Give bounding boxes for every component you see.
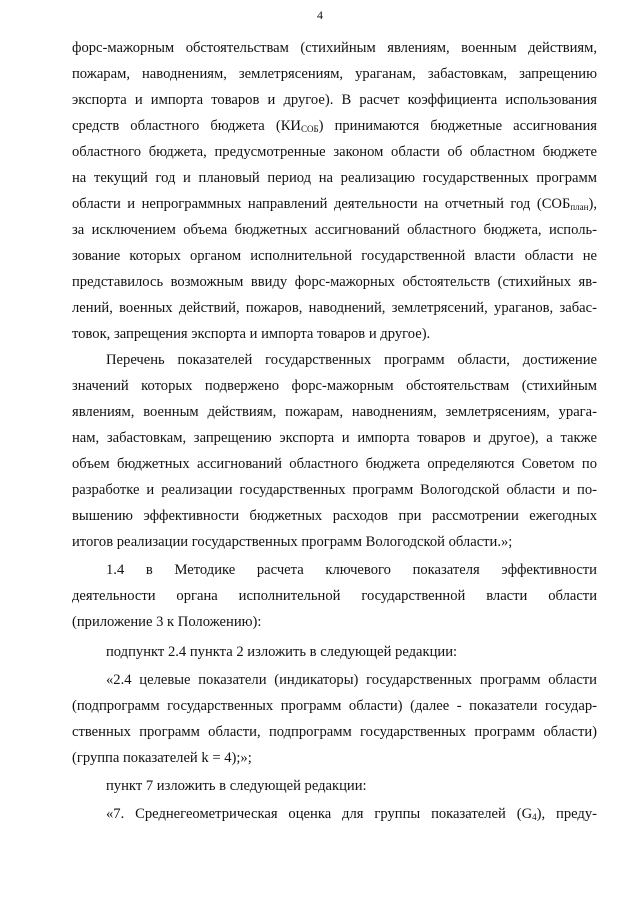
text-line: форс-мажорным обстоятельствам (стихийным явлениям, военным действиям, [72,40,597,56]
text-fragment: области и непрограммных направлений деятельности на отчетный год (СОБ [72,196,571,212]
paragraph-first-line: Перечень показателей государственных программ области, достижение [106,352,597,368]
text-line: деятельности органа исполнительной государственной власти области [72,588,597,604]
text-fragment: ), преду- [536,806,597,822]
text-line: итогов реализации государственных программ Вологодской области.»; [72,534,513,550]
text-line: объем бюджетных ассигнований областного бюджета определяются Советом по [72,456,597,472]
subscript: СОБ [300,124,319,134]
text-line: лений, военных действий, пожаров, наводнений, землетрясений, ураганов, забас- [72,300,597,316]
text-line-with-subscript [72,116,597,136]
text-line: экспорта и импорта товаров и другое). В расчет коэффициента использования [72,92,597,108]
text-line: (приложение 3 к Положению): [72,614,262,630]
text-line: зование которых органом исполнительной государственной власти области не [72,248,597,264]
subscript: 4 [532,812,537,822]
text-line: пожарам, наводнениям, землетрясениям, ураганам, забастовкам, запрещению [72,66,597,82]
text-line: товок, запрещения экспорта и импорта товаров и другое). [72,326,431,342]
text-line: за исключением объема бюджетных ассигнований областного бюджета, исполь- [72,222,597,238]
text-line: вышению эффективности бюджетных расходов при рассмотрении ежегодных [72,508,597,524]
text-line: ственных программ области, подпрограмм государственных программ области) [72,724,597,740]
text-line: значений которых подвержено форс-мажорным обстоятельствам (стихийным [72,378,597,394]
subscript: план [570,202,589,212]
text-line: нам, забастовкам, запрещению экспорта и импорта товаров и другое), а также [72,430,597,446]
text-fragment: ) принимаются бюджетные ассигнования [318,118,597,134]
paragraph-line: пункт 7 изложить в следующей редакции: [106,778,367,794]
text-line: представилось возможным ввиду форс-мажорных обстоятельств (стихийных яв- [72,274,597,290]
paragraph-first-line: «2.4 целевые показатели (индикаторы) государственных программ области [106,672,597,688]
text-fragment: ), [588,196,597,212]
text-line: разработке и реализации государственных программ Вологодской области и по- [72,482,597,498]
text-fragment: средств областного бюджета (КИ [72,118,301,134]
page-number: 4 [317,8,323,22]
paragraph-first-line: 1.4 в Методике расчета ключевого показателя эффективности [106,562,597,578]
text-line: явлениям, военным действиям, пожарам, наводнениям, землетрясениям, урага- [72,404,597,420]
paragraph-line: подпункт 2.4 пункта 2 изложить в следующей редакции: [106,644,458,660]
text-line: областного бюджета, предусмотренные законом области об областном бюджете [72,144,597,160]
text-fragment: «7. Среднегеометрическая оценка для группы показателей (G [106,806,533,822]
text-line-with-subscript [72,194,597,214]
text-line: (подпрограмм государственных программ области) (далее - показатели государ- [72,698,597,714]
text-line: (группа показателей k = 4);»; [72,750,252,766]
text-line-with-subscript [106,804,597,824]
text-line: на текущий год и плановый период на реализацию государственных программ [72,170,597,186]
